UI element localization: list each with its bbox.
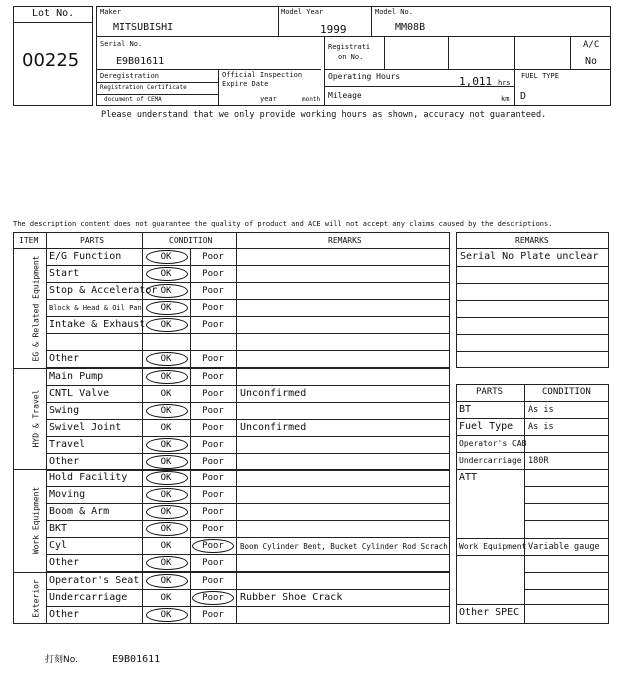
- lot-label: Lot No.: [32, 8, 75, 19]
- ok-option: OK: [160, 440, 172, 450]
- row-part-name: Other: [49, 609, 80, 620]
- ok-option: OK: [160, 389, 172, 399]
- poor-option: Poor: [202, 457, 224, 467]
- ok-option: OK: [160, 406, 172, 416]
- ok-option: OK: [160, 252, 172, 262]
- fuel-type-value: D: [520, 91, 527, 102]
- footer-label: 打刻No.: [45, 655, 78, 665]
- row-part-name: Other: [49, 557, 80, 568]
- ok-selected-mark: [146, 608, 188, 622]
- cema-label: document of CEMA: [104, 96, 162, 103]
- poor-option: Poor: [202, 440, 224, 450]
- ok-selected-mark: [146, 250, 188, 264]
- poor-option: Poor: [202, 507, 224, 517]
- ok-option: OK: [160, 320, 172, 330]
- ok-selected-mark: [146, 404, 188, 418]
- right-part-condition: 180R: [528, 456, 549, 466]
- model-no-label: Model No.: [375, 8, 413, 16]
- poor-option: Poor: [202, 593, 224, 603]
- row-part-name: Other: [49, 353, 80, 364]
- disclaimer: The description content does not guarantee the quality of product and ACE will not accept any claims caused by the descriptions.: [13, 220, 553, 228]
- row-part-name: Moving: [49, 489, 86, 500]
- row-part-name: Stop & Accelerator: [49, 285, 158, 296]
- poor-option: Poor: [202, 354, 224, 364]
- ok-option: OK: [160, 524, 172, 534]
- ok-option: OK: [160, 372, 172, 382]
- registration-label-2: on No.: [338, 53, 364, 61]
- poor-option: Poor: [202, 423, 224, 433]
- poor-selected-mark: [192, 591, 234, 605]
- right-part-name: Fuel Type: [459, 421, 514, 432]
- row-part-name: BKT: [49, 523, 68, 534]
- operating-hours-label: Operating Hours: [328, 72, 401, 81]
- row-part-name: Hold Facility: [49, 472, 128, 483]
- ok-option: OK: [160, 303, 172, 313]
- ok-selected-mark: [146, 352, 188, 366]
- ok-selected-mark: [146, 522, 188, 536]
- row-part-name: Boom & Arm: [49, 506, 110, 517]
- right-part-name: Work Equipment: [459, 542, 527, 551]
- month-label: month: [302, 96, 321, 103]
- right-remarks-header: REMARKS: [515, 236, 549, 245]
- ok-selected-mark: [146, 438, 188, 452]
- row-part-name: Swing: [49, 405, 80, 416]
- fuel-type-label: FUEL TYPE: [521, 72, 559, 80]
- col-parts-header: PARTS: [80, 236, 105, 245]
- ok-selected-mark: [146, 556, 188, 570]
- poor-option: Poor: [202, 524, 224, 534]
- row-remark: Rubber Shoe Crack: [240, 592, 343, 603]
- row-part-name: Start: [49, 268, 80, 279]
- poor-option: Poor: [202, 372, 224, 382]
- poor-option: Poor: [202, 320, 224, 330]
- col-condition-header: CONDITION: [169, 236, 213, 245]
- row-part-name: Block & Head & Oil Pan: [49, 304, 142, 312]
- poor-option: Poor: [202, 406, 224, 416]
- poor-option: Poor: [202, 286, 224, 296]
- ok-option: OK: [160, 423, 172, 433]
- ok-selected-mark: [146, 471, 188, 485]
- right-part-condition: Variable gauge: [528, 542, 600, 552]
- km-label: km: [501, 95, 510, 103]
- row-part-name: Undercarriage: [49, 592, 128, 603]
- lot-number: 00225: [22, 50, 80, 71]
- ac-value: No: [585, 56, 598, 67]
- right-part-condition: As is: [528, 405, 554, 415]
- right-part-name: ATT: [459, 472, 478, 483]
- deregistration-label: Deregistration: [100, 72, 160, 80]
- ok-option: OK: [160, 541, 172, 551]
- right-condition-header: CONDITION: [542, 387, 591, 397]
- row-remark: Unconfirmed: [240, 388, 307, 399]
- row-part-name: Intake & Exhaust: [49, 319, 146, 330]
- footer-value: E9B01611: [112, 654, 161, 665]
- working-hours-notice: Please understand that we only provide working hours as shown, accuracy not guaranteed.: [101, 110, 547, 120]
- col-item-header: ITEM: [19, 236, 39, 245]
- model-year-value: 1999: [320, 23, 347, 36]
- ok-option: OK: [160, 457, 172, 467]
- poor-option: Poor: [202, 252, 224, 262]
- maker-label: Maker: [100, 8, 122, 16]
- ok-option: OK: [160, 576, 172, 586]
- poor-selected-mark: [192, 539, 234, 553]
- poor-option: Poor: [202, 473, 224, 483]
- ok-option: OK: [160, 507, 172, 517]
- poor-option: Poor: [202, 541, 224, 551]
- operating-hours-value: 1,011: [459, 75, 493, 88]
- serial-value: E9B01611: [116, 56, 165, 67]
- ok-selected-mark: [146, 301, 188, 315]
- group-label: Work Equipment: [31, 486, 41, 555]
- poor-option: Poor: [202, 303, 224, 313]
- row-part-name: E/G Function: [49, 251, 122, 262]
- right-remarks-first-line: Serial No Plate unclear: [460, 251, 599, 262]
- ok-selected-mark: [146, 505, 188, 519]
- ok-selected-mark: [146, 267, 188, 281]
- mileage-label: Mileage: [328, 91, 362, 100]
- ok-option: OK: [160, 558, 172, 568]
- poor-option: Poor: [202, 490, 224, 500]
- row-part-name: Cyl: [49, 540, 68, 551]
- group-label: EG & Related Equipment: [31, 255, 41, 361]
- row-part-name: Swivel Joint: [49, 422, 122, 433]
- poor-option: Poor: [202, 269, 224, 279]
- row-remark: Boom Cylinder Bent, Bucket Cylinder Rod Scrach: [240, 542, 448, 551]
- poor-option: Poor: [202, 558, 224, 568]
- col-remarks-header: REMARKS: [328, 236, 362, 245]
- serial-label: Serial No.: [100, 40, 143, 48]
- row-part-name: CNTL Valve: [49, 388, 110, 399]
- right-parts-header: PARTS: [476, 387, 504, 397]
- poor-option: Poor: [202, 610, 224, 620]
- model-year-label: Model Year: [281, 8, 324, 16]
- row-part-name: Travel: [49, 439, 86, 450]
- ok-selected-mark: [146, 488, 188, 502]
- row-part-name: Main Pump: [49, 371, 104, 382]
- poor-option: Poor: [202, 576, 224, 586]
- row-part-name: Operator's Seat: [49, 575, 140, 586]
- ok-selected-mark: [146, 455, 188, 469]
- model-no-value: MM08B: [395, 22, 426, 33]
- ac-label: A/C: [583, 40, 600, 50]
- maker-value: MITSUBISHI: [113, 22, 174, 33]
- ok-option: OK: [160, 593, 172, 603]
- right-part-name: Other SPEC: [459, 607, 520, 618]
- poor-option: Poor: [202, 389, 224, 399]
- row-remark: Unconfirmed: [240, 422, 307, 433]
- ok-option: OK: [160, 490, 172, 500]
- ok-selected-mark: [146, 370, 188, 384]
- official-label-1: Official Inspection: [222, 71, 303, 79]
- right-part-condition: As is: [528, 422, 554, 432]
- ok-option: OK: [160, 269, 172, 279]
- ok-option: OK: [160, 286, 172, 296]
- group-label: HYD & Travel: [31, 389, 41, 448]
- row-part-name: Other: [49, 456, 80, 467]
- ok-option: OK: [160, 610, 172, 620]
- ok-selected-mark: [146, 574, 188, 588]
- hrs-label: hrs: [498, 79, 511, 87]
- ok-selected-mark: [146, 318, 188, 332]
- reg-cert-label: Registration Certificate: [100, 84, 187, 91]
- right-part-name: BT: [459, 404, 472, 415]
- right-part-name: Operator's CAB: [459, 439, 527, 448]
- ok-selected-mark: [146, 284, 188, 298]
- year-label: year: [260, 95, 277, 103]
- group-label: Exterior: [31, 578, 41, 618]
- ok-option: OK: [160, 473, 172, 483]
- right-part-name: Undercarriage: [459, 456, 522, 465]
- registration-label-1: Registrati: [328, 43, 371, 51]
- official-label-2: Expire Date: [222, 80, 269, 88]
- ok-option: OK: [160, 354, 172, 364]
